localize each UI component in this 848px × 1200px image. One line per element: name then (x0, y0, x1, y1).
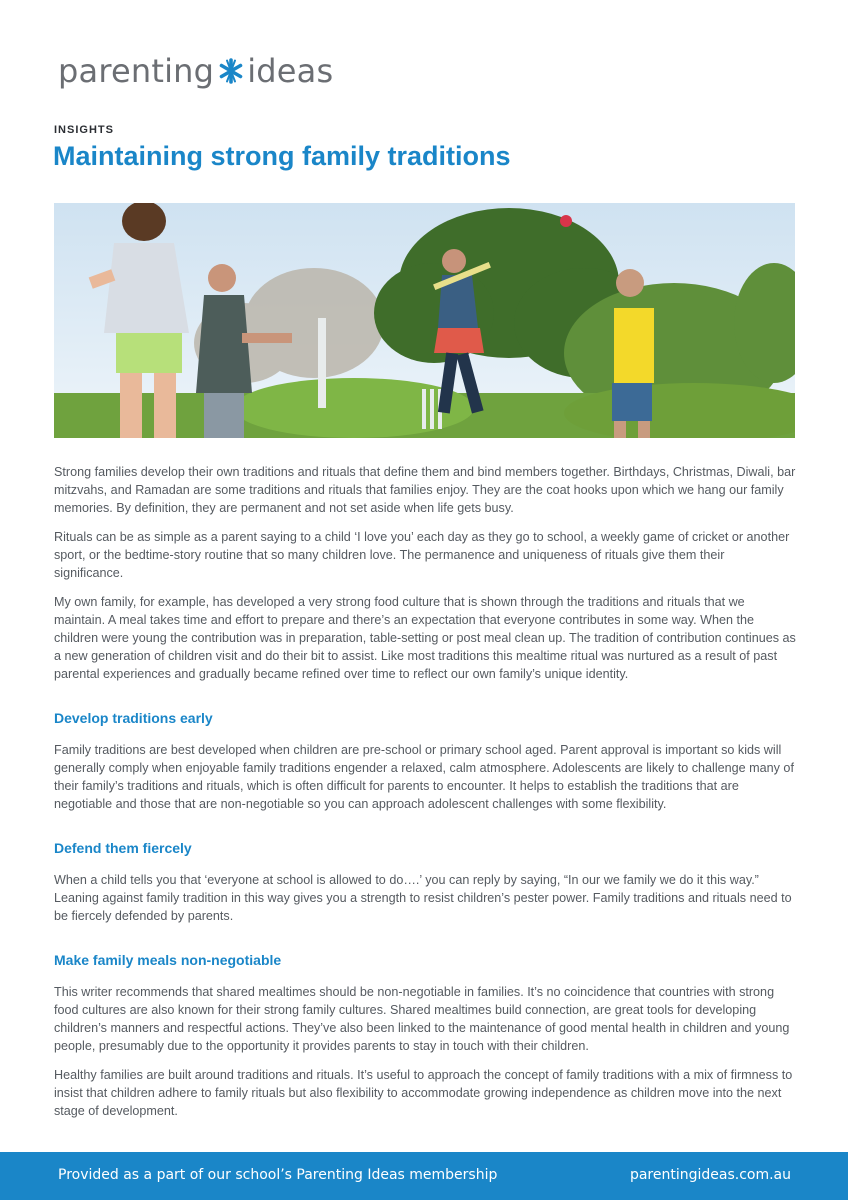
hero-image (54, 203, 795, 438)
page-footer (0, 1152, 848, 1200)
section-paragraph: This writer recommends that shared mealtimes should be non-negotiable in families. It’s no coincidence that countries with strong food cultures are also known for their strong family cultures. Shared mealtimes build connection, are great tools for developing children’s manners and respectful actions. They’ve also been linked to the maintenance of good mental health in children and young people, presumably due to the opportunity it provides parents to stay in touch with their children. (54, 985, 790, 1053)
section-heading: Defend them fiercely (54, 840, 192, 856)
asterisk-star-icon (218, 58, 244, 84)
section-paragraph: When a child tells you that ‘everyone at school is allowed to do….’ you can reply by saying, “In our we family we do it this way.” Leaning against family tradition in this way gives you a strength to resist children’s pester power. Family traditions and rituals need to be fiercely defended by parents. (54, 873, 792, 923)
brand-logo (58, 48, 333, 94)
section-heading: Make family meals non-negotiable (54, 952, 282, 968)
section-paragraph: Family traditions are best developed when children are pre-school or primary school aged. Parent approval is important so kids will generally comply when enjoyable family traditions engender a relaxed, calm atmosphere. Adolescents are likely to challenge many of their family’s traditions and rituals, which is often difficult for parents to encounter. It helps to establish the traditions that are negotiable and those that are non-negotiable so you can approach adolescent challenges with some flexibility. (54, 743, 794, 811)
intro-paragraph: My own family, for example, has developed a very strong food culture that is shown through the traditions and rituals that we maintain. A meal takes time and effort to prepare and there’s an expectation that everyone contributes in some way. When the children were young the contribution was in preparation, table-setting or post meal clean up. The tradition of contribution continues as a new generation of children visit and do their bit to assist. Like most traditions this mealtime ritual was nurtured as a result of past parental experiences and gradually became refined over time to reflect our own family’s unique identity. (54, 595, 796, 681)
section-paragraph: Healthy families are built around traditions and rituals. It’s useful to approach the concept of family traditions with a mix of firmness to insist that children adhere to family rituals but also flexibility to accommodate growing independence as children move into the next stage of development. (54, 1068, 793, 1118)
section-heading: Develop traditions early (54, 710, 213, 726)
family-playing-backyard-cricket-photo (54, 203, 795, 438)
intro-paragraph: Rituals can be as simple as a parent saying to a child ‘I love you’ each day as they go to school, a weekly game of cricket or another sport, or the bedtime-story routine that so many children love. The permanence and uniqueness of rituals give them their significance. (54, 530, 790, 580)
article-body (54, 463, 796, 1131)
website-link[interactable]: parentingideas.com.au (629, 1167, 791, 1183)
logo-text-parenting: parenting (58, 52, 215, 90)
logo-text-ideas: ideas (247, 52, 334, 90)
intro-paragraph: Strong families develop their own traditions and rituals that define them and bind members together. Birthdays, Christmas, Diwali, bar mitzvahs, and Ramadan are some traditions and rituals that families enjoy. They are the coat hooks upon which we hang our family memories. By definition, they are permanent and not set aside when life gets busy. (54, 465, 796, 515)
membership-text: Provided as a part of our school’s Parenting Ideas membership (58, 1167, 498, 1183)
article-category: INSIGHTS (54, 124, 114, 136)
article-title: Maintaining strong family traditions (53, 141, 511, 171)
